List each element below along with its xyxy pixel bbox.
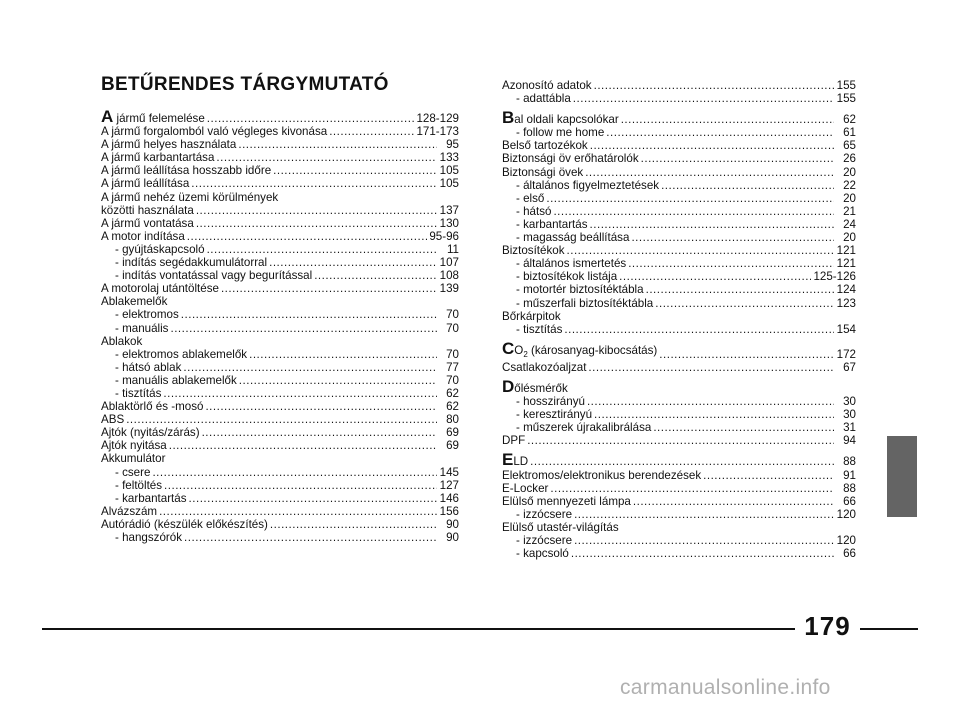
- entry-label: - motortér biztosítéktábla: [516, 283, 644, 297]
- entry-page: 130: [439, 216, 459, 230]
- index-entry: [502, 376, 856, 396]
- entry-page: 77: [446, 360, 459, 374]
- index-subentry: [502, 92, 856, 105]
- entry-page: 145: [439, 465, 459, 479]
- entry-label: A jármű helyes használata: [101, 138, 237, 152]
- entry-label: A motorolaj utántöltése: [101, 282, 219, 296]
- entry-page: 61: [843, 126, 856, 140]
- entry-label: A jármű leállítása: [101, 177, 190, 191]
- entry-label: A jármű vontatása: [101, 216, 194, 230]
- index-entry: [101, 164, 459, 177]
- entry-page: 125-126: [813, 270, 856, 284]
- entry-label: Akkumulátor: [101, 452, 166, 466]
- page-number: 179: [804, 611, 851, 641]
- index-entry: [101, 230, 459, 243]
- index-entry: [502, 434, 856, 447]
- entry-page: 139: [439, 282, 459, 296]
- entry-label: Ablakok: [101, 334, 143, 348]
- entry-page: 30: [843, 408, 856, 422]
- entry-label: - általános ismertetés: [516, 257, 627, 271]
- entry-label: E-Locker: [502, 481, 549, 495]
- entry-label: al oldali kapcsolókar: [514, 113, 619, 127]
- entry-label: - izzócsere: [516, 507, 573, 521]
- index-entry: [502, 152, 856, 165]
- entry-label: - biztosítékok listája: [516, 270, 618, 284]
- index-subentry: [502, 270, 856, 283]
- entry-page: 21: [843, 204, 856, 218]
- index-entry: [101, 505, 459, 518]
- index-subentry: [502, 205, 856, 218]
- entry-label: - karbantartás: [516, 217, 588, 231]
- entry-label: DPF: [502, 434, 526, 448]
- entry-label: - tisztítás: [115, 386, 162, 400]
- entry-label: közötti használata: [101, 203, 194, 217]
- index-subentry: [502, 395, 856, 408]
- entry-page: 26: [843, 152, 856, 166]
- index-subentry: [101, 361, 459, 374]
- entry-label: - műszerfali biztosítéktábla: [516, 296, 654, 310]
- index-entry: [502, 469, 856, 482]
- entry-page: 62: [446, 386, 459, 400]
- entry-page: 120: [836, 507, 856, 521]
- entry-page: 172: [836, 347, 856, 361]
- section-letter: D: [502, 376, 515, 396]
- entry-page: 20: [843, 165, 856, 179]
- index-subentry: [502, 126, 856, 139]
- entry-label: - indítás vontatással vagy begurítással: [115, 269, 313, 283]
- index-subentry: [502, 297, 856, 310]
- entry-label: - hátsó: [516, 204, 552, 218]
- entry-label: Bőrkárpitok: [502, 309, 561, 323]
- entry-label: Ablakemelők: [101, 295, 168, 309]
- entry-page: 70: [446, 347, 459, 361]
- page-title: BETŰRENDES TÁRGYMUTATÓ: [101, 74, 389, 95]
- entry-label: A jármű karbantartása: [101, 151, 215, 165]
- index-entry: [101, 400, 459, 413]
- index-entry: [502, 108, 856, 128]
- entry-page: 90: [446, 517, 459, 531]
- entry-label: - hosszirányú: [516, 395, 585, 409]
- entry-label: - magasság beállítása: [516, 231, 630, 245]
- index-column-right: [502, 79, 856, 560]
- entry-label: - feltöltés: [115, 478, 163, 492]
- index-subentry: [502, 421, 856, 434]
- index-subentry: [502, 231, 856, 244]
- section-letter: A: [101, 107, 114, 126]
- entry-label: ABS: [101, 413, 125, 427]
- entry-page: 31: [843, 421, 856, 435]
- index-entry: [101, 282, 459, 295]
- index-subentry: [101, 387, 459, 400]
- index-entry: [101, 518, 459, 531]
- entry-page: 95-96: [429, 229, 459, 243]
- entry-label: - adattábla: [516, 92, 571, 106]
- entry-page: 155: [836, 79, 856, 92]
- footer-rule: [42, 628, 795, 630]
- footer-rule: [860, 628, 918, 630]
- entry-page: 121: [836, 257, 856, 271]
- entry-label: - első: [516, 191, 545, 205]
- index-subentry: [101, 308, 459, 321]
- entry-page: 146: [439, 491, 459, 505]
- entry-label: őlésmérők: [514, 381, 568, 395]
- watermark: carmanualsonline.info: [620, 676, 831, 699]
- index-entry: [101, 107, 459, 126]
- entry-page: 62: [843, 113, 856, 127]
- entry-label: Belső tartozékok: [502, 139, 588, 153]
- index-entry: [101, 151, 459, 164]
- section-letter: B: [502, 108, 515, 128]
- entry-page: 124: [836, 283, 856, 297]
- section-thumb-tab: [887, 436, 917, 517]
- entry-label: - manuális: [115, 321, 169, 335]
- index-subentry: [502, 283, 856, 296]
- entry-label: - csere: [115, 465, 151, 479]
- index-entry: [502, 79, 856, 92]
- entry-label: A jármű forgalomból való végleges kivonása: [101, 125, 328, 139]
- entry-page: 105: [439, 164, 459, 178]
- entry-page: 127: [439, 478, 459, 492]
- entry-page: 69: [446, 426, 459, 440]
- index-subentry: [502, 218, 856, 231]
- entry-label: A motor indítása: [101, 229, 185, 243]
- index-subentry: [502, 323, 856, 336]
- entry-label: - elektromos: [115, 308, 179, 322]
- index-entry: [101, 177, 459, 190]
- index-entry: [101, 125, 459, 138]
- index-subentry: [502, 547, 856, 560]
- index-subentry: [502, 192, 856, 205]
- index-entry: [101, 413, 459, 426]
- entry-label: Ajtók (nyitás/zárás): [101, 426, 200, 440]
- index-entry: [502, 482, 856, 495]
- entry-page: 108: [439, 269, 459, 283]
- entry-page: 70: [446, 321, 459, 335]
- entry-page: 133: [439, 151, 459, 165]
- entry-page: 123: [836, 296, 856, 310]
- index-subentry: [101, 466, 459, 479]
- entry-label: Azonosító adatok: [502, 79, 592, 92]
- entry-page: 70: [446, 373, 459, 387]
- index-entry: [502, 166, 856, 179]
- index-column-left: [101, 107, 459, 544]
- section-letter: E: [502, 450, 514, 470]
- entry-page: 80: [446, 413, 459, 427]
- entry-label: - általános figyelmeztetések: [516, 178, 660, 192]
- index-subentry: [101, 243, 459, 256]
- index-subentry: [502, 179, 856, 192]
- entry-page: 137: [439, 203, 459, 217]
- entry-page: 90: [446, 531, 459, 544]
- index-subentry: [101, 492, 459, 505]
- index-entry: $CO_2$ (károsanyag-kibocsátás) ..... 172: [502, 342, 856, 361]
- index-subentry: [502, 408, 856, 421]
- entry-page: 171-173: [416, 125, 459, 139]
- entry-label: - hangszórók: [115, 531, 183, 544]
- entry-page: 66: [843, 494, 856, 508]
- entry-label: Elektromos/elektronikus berendezések: [502, 468, 702, 482]
- entry-page: 107: [439, 256, 459, 270]
- entry-page: 20: [843, 231, 856, 245]
- index-entry: [502, 495, 856, 508]
- entry-page: 22: [843, 178, 856, 192]
- entry-page: 20: [843, 191, 856, 205]
- index-entry: [101, 204, 459, 217]
- entry-page: 65: [843, 139, 856, 153]
- index-subentry: [502, 257, 856, 270]
- entry-label: Autórádió (készülék előkészítés): [101, 517, 268, 531]
- entry-label: LD: [513, 455, 529, 469]
- entry-label: Biztonsági övek: [502, 165, 584, 179]
- entry-page: 11: [446, 242, 459, 256]
- entry-page: 155: [836, 92, 856, 106]
- index-subentry: [101, 269, 459, 282]
- entry-page: 67: [843, 360, 856, 374]
- entry-label: Biztonsági öv erőhatárolók: [502, 152, 639, 166]
- entry-label: Csatlakozóaljzat: [502, 360, 587, 374]
- entry-label: - follow me home: [516, 126, 605, 140]
- index-subentry: [101, 479, 459, 492]
- entry-label: Alvázszám: [101, 504, 158, 518]
- index-subentry: [101, 374, 459, 387]
- entry-label: Biztosítékok: [502, 244, 565, 258]
- entry-label: - indítás segédakkumulátorral: [115, 256, 268, 270]
- entry-label: - manuális ablakemelők: [115, 373, 237, 387]
- entry-page: 121: [836, 244, 856, 258]
- entry-page: 91: [843, 468, 856, 482]
- entry-label: A jármű nehéz üzemi körülmények: [101, 190, 279, 204]
- index-subentry: [502, 508, 856, 521]
- index-entry: [101, 439, 459, 452]
- entry-label: - műszerek újrakalibrálása: [516, 421, 652, 435]
- entry-page: 120: [836, 534, 856, 547]
- entry-page: 88: [843, 455, 856, 469]
- entry-label: - gyújtáskapcsoló: [115, 242, 205, 256]
- section-letter: C: [502, 338, 515, 358]
- entry-page: 94: [843, 434, 856, 448]
- index-entry: [502, 361, 856, 374]
- entry-page: 156: [439, 504, 459, 518]
- index-subentry: [101, 531, 459, 544]
- entry-label: - kapcsoló: [516, 547, 569, 561]
- entry-page: 70: [446, 308, 459, 322]
- entry-page: 128-129: [416, 112, 459, 125]
- entry-page: 66: [843, 547, 856, 561]
- entry-label: - izzócsere: [516, 534, 573, 547]
- entry-label: - tisztítás: [516, 322, 563, 336]
- entry-label: (károsanyag-kibocsátás): [527, 343, 658, 357]
- entry-label: A jármű leállítása hosszabb időre: [101, 164, 272, 178]
- index-entry: [502, 244, 856, 257]
- entry-label: Ablaktörlő és -mosó: [101, 400, 204, 414]
- index-subentry: [101, 256, 459, 269]
- entry-label: - keresztirányú: [516, 408, 593, 422]
- entry-page: 24: [843, 217, 856, 231]
- index-subentry: [101, 322, 459, 335]
- entry-page: 30: [843, 395, 856, 409]
- entry-page: 154: [836, 322, 856, 336]
- entry-page: 62: [446, 400, 459, 414]
- index-subentry: [502, 534, 856, 547]
- entry-label: - hátsó ablak: [115, 360, 182, 374]
- index-entry: [502, 139, 856, 152]
- entry-label: Elülső mennyezeti lámpa: [502, 494, 631, 508]
- entry-page: 69: [446, 439, 459, 453]
- entry-label: Ajtók nyitása: [101, 439, 167, 453]
- index-entry: [502, 450, 856, 470]
- entry-page: 95: [446, 138, 459, 152]
- index-entry: [101, 138, 459, 151]
- index-entry: [101, 426, 459, 439]
- index-entry: [101, 217, 459, 230]
- entry-page: 88: [843, 481, 856, 495]
- entry-label: Elülső utastér-világítás: [502, 520, 619, 534]
- entry-label: - elektromos ablakemelők: [115, 347, 248, 361]
- entry-page: 105: [439, 177, 459, 191]
- entry-label: jármű felemelése: [113, 112, 205, 125]
- entry-label: - karbantartás: [115, 491, 187, 505]
- index-subentry: [101, 348, 459, 361]
